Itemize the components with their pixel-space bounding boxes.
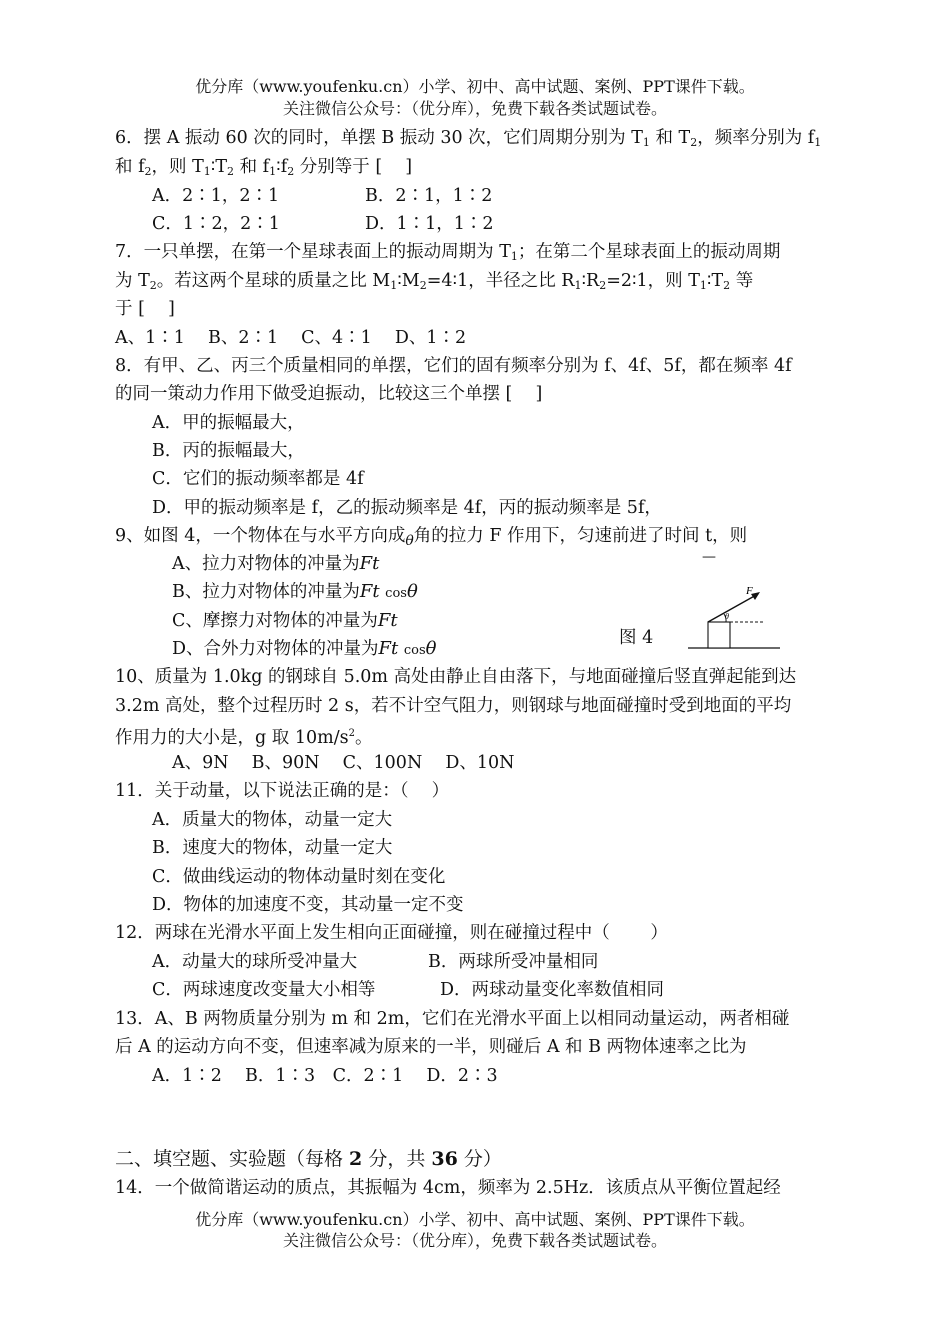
q8-option-c: C．它们的振动频率都是 4f: [152, 469, 364, 489]
header-line-1: 优分库（www.youfenku.cn）小学、初中、高中试题、案例、PPT课件下载。: [195, 77, 755, 96]
q8-option-a: A．甲的振幅最大，: [152, 413, 305, 433]
q12-option-d: D．两球动量变化率数值相同: [440, 980, 665, 1000]
q11-option-c: C．做曲线运动的物体动量时刻在变化: [152, 867, 446, 887]
q13-options: A．1∶2 B．1∶3 C．2∶1 D．2∶3: [152, 1066, 498, 1086]
q8-option-b: B．丙的振幅最大，: [152, 441, 305, 461]
q8-stem-line-2: 的同一策动力作用下做受迫振动，比较这三个单摆 [ ]: [115, 384, 543, 404]
q12-option-a: A．动量大的球所受冲量大: [152, 952, 358, 972]
q6-option-c: C．1∶2，2∶1: [152, 214, 280, 234]
q6-option-b: B．2∶1，1∶2: [365, 186, 493, 206]
q6-stem-line-2: 和 $f_2$，则 $T_1∶T_2$ 和 $f_1∶f_2$ 分别等于 [ ]: [115, 157, 413, 178]
q12-stem: 12．两球在光滑水平面上发生相向正面碰撞，则在碰撞过程中（ ）: [115, 923, 668, 943]
q6-option-a: A．2∶1，2∶1: [152, 186, 280, 206]
q9-stem: 9、如图 4，一个物体在与水平方向成$_\theta$角的拉力 F 作用下，匀速前进了时间 t，则: [115, 526, 748, 549]
q10-stem-line-3: 作用力的大小是，g 取 $10m/s^2$。: [115, 728, 373, 748]
section-2-title: 二、填空题、实验题（每格 2 分，共 36 分）: [115, 1148, 502, 1170]
figure-4-diagram: [680, 582, 790, 654]
q8-option-d: D．甲的振动频率是 f，乙的振动频率是 4f，丙的振动频率是 5f，: [152, 498, 662, 518]
q7-stem-line-1: 7．一只单摆，在第一个星球表面上的振动周期为 $T_1$；在第二个星球表面上的振动周期: [115, 242, 781, 263]
q10-stem-line-2: 3.2m 高处，整个过程历时 2 s，若不计空气阻力，则钢球与地面碰撞时受到地面的平均: [115, 696, 792, 716]
q8-stem-line-1: 8．有甲、乙、丙三个质量相同的单摆，它们的固有频率分别为 f、4f、5f，都在频率 4f: [115, 356, 792, 376]
footer-line-2: 关注微信公众号：（优分库），免费下载各类试题试卷。: [282, 1231, 667, 1250]
force-label: F: [746, 585, 753, 597]
block: [708, 622, 730, 648]
q9-option-a: A、拉力对物体的冲量为Ft: [172, 553, 380, 574]
footer-line-1: 优分库（www.youfenku.cn）小学、初中、高中试题、案例、PPT课件下载。: [195, 1210, 755, 1229]
q14-stem-line-1: 14．一个做简谐运动的质点，其振幅为 4cm，频率为 2.5Hz．该质点从平衡位置起经: [115, 1178, 781, 1198]
q7-stem-line-2: 为 $T_2$。若这两个星球的质量之比 $M_1∶M_2=4∶1$，半径之比 $R_1∶R_2=2∶1$，则 $T_1∶T_2$ 等: [115, 271, 754, 292]
angle-label: θ: [725, 612, 729, 621]
q10-stem-line-1: 10、质量为 1.0kg 的钢球自 5.0m 高处由静止自由落下，与地面碰撞后竖直弹起能到达: [115, 667, 797, 687]
q12-option-b: B．两球所受冲量相同: [428, 952, 599, 972]
q7-options: A、1∶1 B、2∶1 C、4∶1 D、1∶2: [115, 328, 467, 348]
q9-option-c: C、摩擦力对物体的冲量为Ft: [172, 610, 398, 631]
q11-option-a: A．质量大的物体，动量一定大: [152, 810, 393, 830]
q12-option-c: C．两球速度改变量大小相等: [152, 980, 376, 1000]
figure-4-dash: —: [702, 549, 716, 565]
q9-option-d: D、合外力对物体的冲量为Ft cosθ: [172, 638, 437, 659]
header-line-2: 关注微信公众号：（优分库），免费下载各类试题试卷。: [282, 99, 667, 118]
q11-stem: 11．关于动量，以下说法正确的是：（ ）: [115, 781, 450, 801]
figure-4-label: 图 4: [619, 628, 654, 648]
q7-stem-line-3: 于 [ ]: [115, 299, 175, 319]
q13-stem-line-1: 13．A、B 两物质量分别为 m 和 2m，它们在光滑水平面上以相同动量运动，两者相碰: [115, 1009, 790, 1029]
q6-option-d: D．1∶1，1∶2: [365, 214, 494, 234]
q9-option-b: B、拉力对物体的冲量为Ft cosθ: [172, 581, 418, 602]
q13-stem-line-2: 后 A 的运动方向不变，但速率减为原来的一半，则碰后 A 和 B 两物体速率之比为: [115, 1037, 747, 1057]
q11-option-b: B．速度大的物体，动量一定大: [152, 838, 393, 858]
q6-stem-line-1: 6．摆 A 振动 60 次的同时，单摆 B 振动 30 次，它们周期分别为 $T_1$ 和 $T_2$，频率分别为 $f_1$: [115, 128, 822, 149]
force-arrow: [708, 594, 758, 622]
q10-options: A、9N B、90N C、100N D、10N: [172, 753, 515, 773]
q11-option-d: D．物体的加速度不变，其动量一定不变: [152, 895, 464, 915]
